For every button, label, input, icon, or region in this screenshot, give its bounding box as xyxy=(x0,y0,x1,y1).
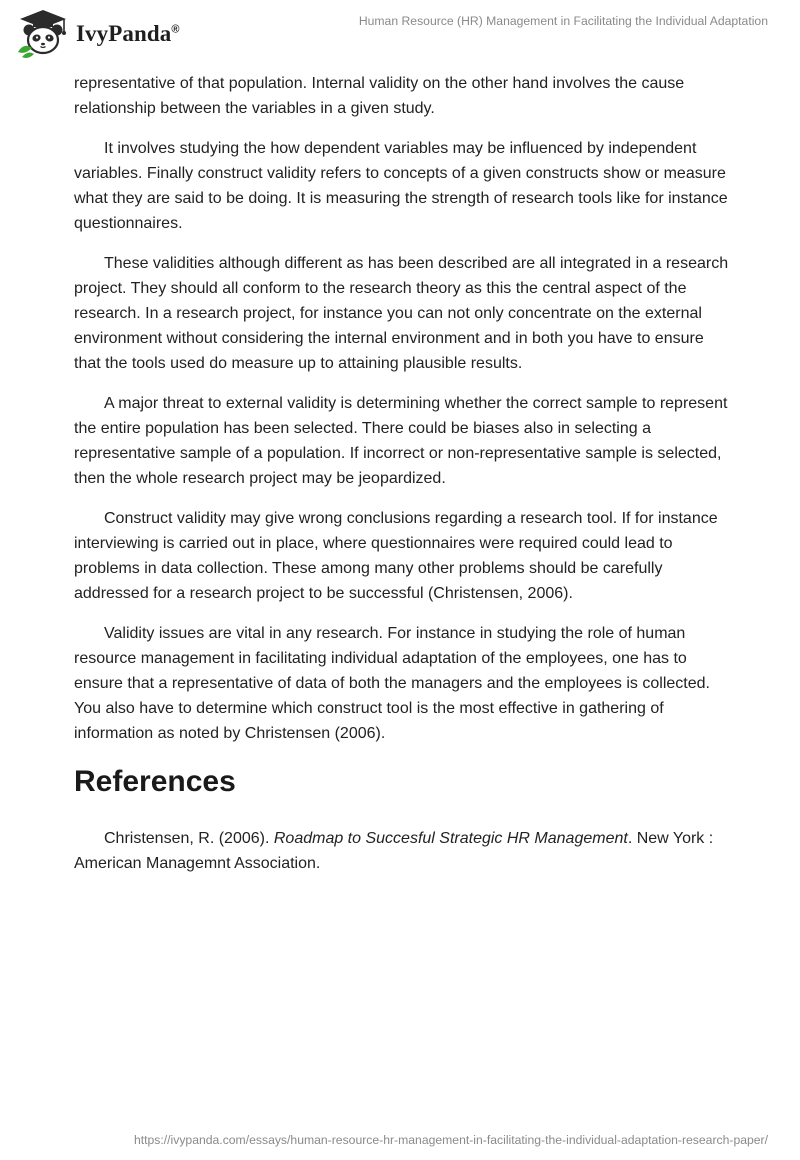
logo-text: IvyPanda® xyxy=(76,21,180,46)
panda-graduate-icon xyxy=(14,8,72,58)
essay-content xyxy=(74,71,734,891)
paragraph-continuation: representative of that population. Internal validity on the other hand involves the cause relationship between the variables in a given study. xyxy=(74,75,685,117)
references-heading: References xyxy=(74,765,236,798)
source-url[interactable]: https://ivypanda.com/essays/human-resource-hr-management-in-facilitating-the-individual-adaptation-research-paper/ xyxy=(133,1133,768,1147)
reference-author-year: Christensen, R. (2006). xyxy=(104,830,274,847)
reference-entry xyxy=(74,826,734,876)
running-title: Human Resource (HR) Management in Facilitating the Individual Adaptation xyxy=(358,14,768,28)
paragraph: These validities although different as has been described are all integrated in a research project. They should all conform to the research theory as this the central aspect of the research. In a research project, for instance you can not only concentrate on the external environment without considering the internal environment and in both you have to ensure that the tools used do measure up to attaining plausible results. xyxy=(74,255,729,372)
paragraph: It involves studying the how dependent variables may be influenced by independent variables. Finally construct validity refers to concepts of a given constructs show or measure what they are said to be doing. It is measuring the strength of research tools like for instance questionnaires. xyxy=(74,140,728,232)
ivypanda-logo[interactable] xyxy=(14,8,180,58)
reference-title: Roadmap to Succesful Strategic HR Management xyxy=(273,830,628,847)
paragraph: Validity issues are vital in any research. For instance in studying the role of human resource management in facilitating individual adaptation of the employees, one has to ensure that a representative of data of both the managers and the employees is collected. You also have to determine which construct tool is the most effective in gathering of information as noted by Christensen (2006). xyxy=(74,625,710,742)
page-header xyxy=(0,0,800,60)
paragraph: A major threat to external validity is determining whether the correct sample to represent the entire population has been selected. There could be biases also in selecting a representative sample of a population. If incorrect or non-representative sample is selected, then the whole research project may be jeopardized. xyxy=(74,395,728,487)
reference-publisher: . New York : American Managemnt Association. xyxy=(74,830,714,872)
paragraph: Construct validity may give wrong conclusions regarding a research tool. If for instance interviewing is carried out in place, where questionnaires were required could lead to problems in data collection. These among many other problems should be carefully addressed for a research project to be successful (Christensen, 2006). xyxy=(74,510,718,602)
